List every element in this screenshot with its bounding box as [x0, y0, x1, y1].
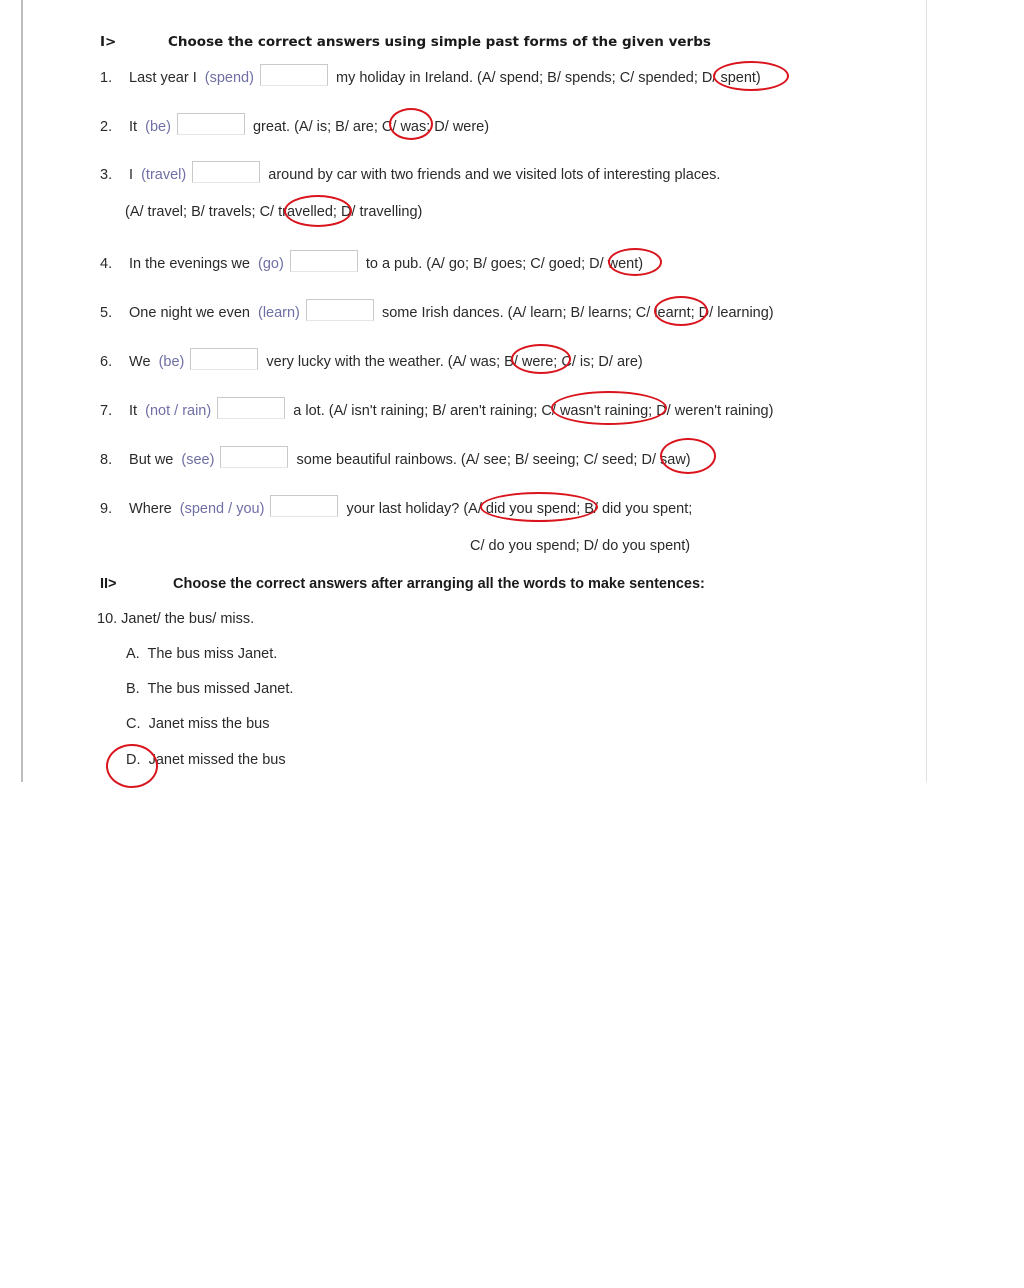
- question-6: [100, 348, 643, 370]
- question-5: [100, 299, 774, 321]
- question-options: some beautiful rainbows. (A/ see; B/ seeing; C/ seed; D/ saw): [296, 452, 691, 468]
- option-text: The bus missed Janet.: [147, 681, 294, 697]
- question-options: (A/ travel; B/ travels; C/ travelled; D/ travelling): [125, 204, 423, 221]
- answer-blank[interactable]: [192, 161, 260, 183]
- question-options: C/ do you spend; D/ do you spent): [470, 538, 691, 555]
- verb-hint: (travel): [141, 167, 187, 183]
- question-3: [100, 161, 720, 183]
- verb-hint: (see): [181, 452, 215, 468]
- question-9-options: [470, 535, 690, 557]
- section-1-number: I>: [100, 34, 117, 50]
- answer-blank[interactable]: [270, 495, 338, 517]
- question-2: [100, 113, 489, 135]
- answer-blank[interactable]: [217, 397, 285, 419]
- answer-blank[interactable]: [220, 446, 288, 468]
- verb-hint: (spend / you): [179, 501, 265, 517]
- question-options: some Irish dances. (A/ learn; B/ learns; C/ learnt; D/ learning): [381, 305, 774, 321]
- option-text: Janet missed the bus: [148, 752, 286, 768]
- question-text: It: [129, 119, 138, 135]
- question-1: [100, 64, 761, 86]
- question-number: 3.: [100, 167, 113, 183]
- section-2-title: Choose the correct answers after arranging all the words to make sentences:: [173, 576, 705, 592]
- question-text: One night we even: [129, 305, 250, 321]
- verb-hint: (be): [158, 354, 185, 370]
- verb-hint: (be): [145, 119, 171, 135]
- question-text: I: [129, 167, 134, 183]
- answer-blank[interactable]: [260, 64, 328, 86]
- option-d: [126, 752, 286, 768]
- question-number: 6.: [100, 354, 113, 370]
- question-text-cont: around by car with two friends and we visited lots of interesting places.: [268, 167, 721, 183]
- question-number: 2.: [100, 119, 113, 135]
- verb-hint: (spend): [204, 70, 254, 86]
- page-edge-right: [926, 0, 927, 782]
- question-options: a lot. (A/ isn't raining; B/ aren't raining; C/ wasn't raining; D/ weren't raining): [293, 403, 774, 419]
- section-2-heading: [100, 576, 750, 594]
- question-options: to a pub. (A/ go; B/ goes; C/ goed; D/ went): [365, 256, 644, 272]
- answer-blank[interactable]: [290, 250, 358, 272]
- verb-hint: (not / rain): [145, 403, 212, 419]
- question-text: It: [129, 403, 138, 419]
- verb-hint: (learn): [257, 305, 300, 321]
- section-2-number: II>: [100, 576, 117, 592]
- option-text: Janet miss the bus: [148, 716, 270, 732]
- question-4: [100, 250, 643, 272]
- section-1-heading: [100, 34, 711, 52]
- question-options: very lucky with the weather. (A/ was; B/ were; C/ is; D/ are): [266, 354, 643, 370]
- question-number: 9.: [100, 501, 113, 517]
- option-b: [126, 681, 293, 697]
- question-text: In the evenings we: [129, 256, 250, 272]
- answer-blank[interactable]: [306, 299, 374, 321]
- option-letter: C.: [126, 716, 141, 732]
- question-number: 5.: [100, 305, 113, 321]
- page-edge-left: [21, 0, 23, 782]
- question-text: But we: [129, 452, 174, 468]
- question-options: my holiday in Ireland. (A/ spend; B/ spends; C/ spended; D/ spent): [336, 70, 761, 86]
- question-options: great. (A/ is; B/ are; C/ was; D/ were): [252, 119, 490, 135]
- option-letter: B.: [126, 681, 140, 697]
- answer-blank[interactable]: [177, 113, 245, 135]
- question-text: Where: [129, 501, 172, 517]
- option-letter: D.: [126, 752, 141, 768]
- question-number: 8.: [100, 452, 113, 468]
- option-a: [126, 646, 277, 662]
- question-8: [100, 446, 691, 468]
- question-number: 4.: [100, 256, 113, 272]
- question-number: 7.: [100, 403, 113, 419]
- option-letter: A.: [126, 646, 140, 662]
- verb-hint: (go): [257, 256, 284, 272]
- question-options: your last holiday? (A/ did you spend; B/ did you spent;: [346, 501, 693, 517]
- question-7: [100, 397, 773, 419]
- question-3-options: [125, 201, 422, 223]
- section-1-title: Choose the correct answers using simple past forms of the given verbs: [168, 34, 711, 50]
- question-text: Last year I: [129, 70, 197, 86]
- option-text: The bus miss Janet.: [147, 646, 278, 662]
- answer-blank[interactable]: [190, 348, 258, 370]
- question-number: 1.: [100, 70, 113, 86]
- option-c: [126, 716, 269, 732]
- question-10: 10. Janet/ the bus/ miss.: [97, 611, 255, 627]
- question-9: [100, 495, 692, 517]
- question-text: We: [129, 354, 151, 370]
